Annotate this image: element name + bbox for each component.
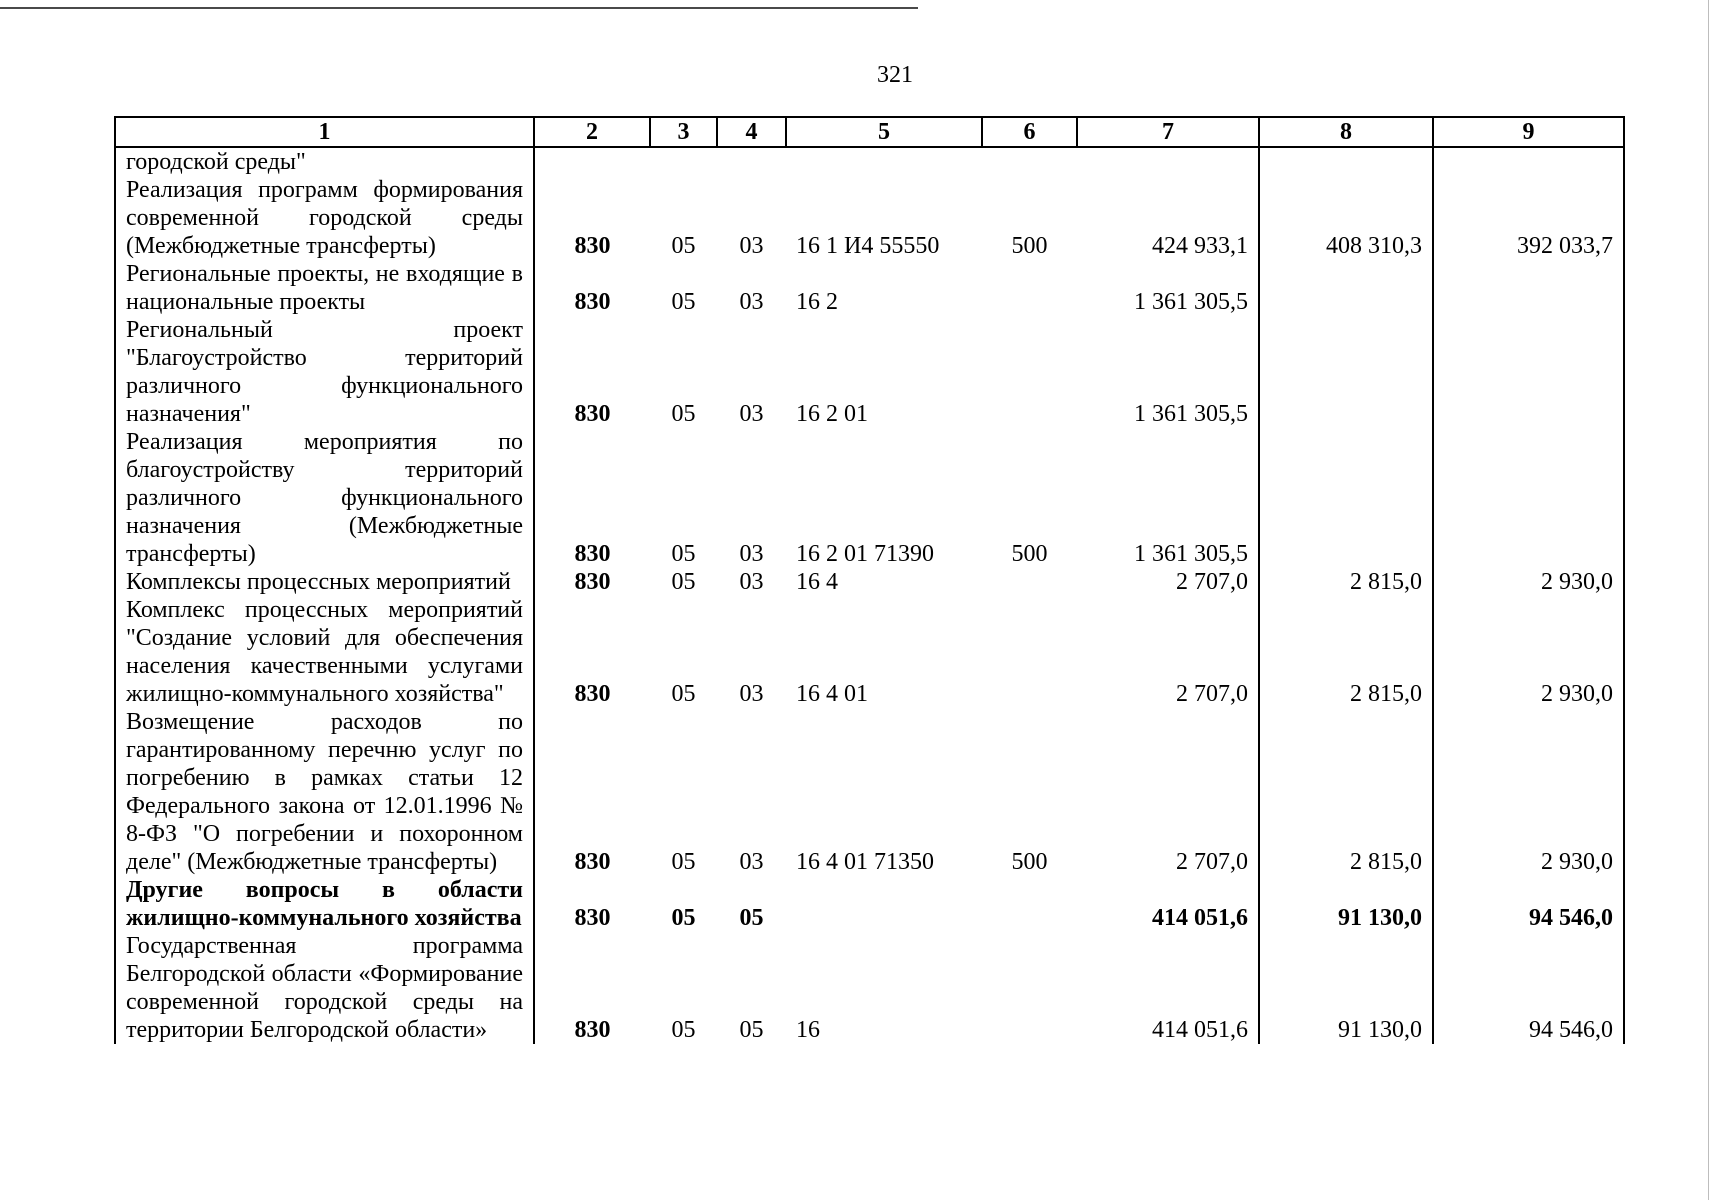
- item-name: Возмещение расходов по гарантированному перечню услуг по погребению в рамках статьи 12 Федерального закона от 12.01.1996 № 8-ФЗ "О погребении и похоронном деле" (Межбюджетные трансферты): [115, 708, 534, 876]
- column-header: 1: [115, 117, 534, 147]
- top-rule: [0, 7, 918, 9]
- item-name: городской среды": [115, 147, 534, 176]
- table-row: [115, 176, 1624, 260]
- subsection-code: 03: [739, 289, 764, 315]
- column-header: 2: [534, 117, 650, 147]
- item-name: Реализация программ формирования современной городской среды (Межбюджетные трансферты): [115, 176, 534, 260]
- amount-col-9: 392 033,7: [1433, 176, 1624, 260]
- amount-col-7: [1077, 147, 1259, 176]
- section-code: 05: [671, 569, 696, 595]
- amount-col-9: [1433, 260, 1624, 316]
- admin-code: 830: [574, 849, 611, 875]
- amount-col-8: 2 815,0: [1259, 568, 1433, 596]
- column-header: 9: [1433, 117, 1624, 147]
- expense-type-code: 500: [1011, 541, 1048, 567]
- column-header: 3: [650, 117, 717, 147]
- item-name: Региональные проекты, не входящие в национальные проекты: [115, 260, 534, 316]
- table-row: [115, 428, 1624, 568]
- expense-type-code: [982, 260, 1077, 316]
- amount-col-7: 2 707,0: [1077, 708, 1259, 876]
- table-row: [115, 708, 1624, 876]
- admin-code: 830: [574, 1017, 611, 1043]
- section-code: 05: [671, 1017, 696, 1043]
- amount-col-7: 1 361 305,5: [1077, 260, 1259, 316]
- admin-code: 830: [574, 289, 611, 315]
- admin-code: 830: [574, 541, 611, 567]
- section-code: [650, 147, 717, 176]
- target-article-code: [786, 147, 982, 176]
- amount-col-8: [1259, 316, 1433, 428]
- amount-col-7: 2 707,0: [1077, 568, 1259, 596]
- table-row: [115, 568, 1624, 596]
- amount-col-8: 408 310,3: [1259, 176, 1433, 260]
- column-header: 4: [717, 117, 786, 147]
- amount-col-8: 2 815,0: [1259, 596, 1433, 708]
- subsection-code: 03: [739, 569, 764, 595]
- admin-code: 830: [574, 233, 611, 259]
- target-article-code: 16: [796, 1017, 820, 1043]
- target-article-code: 16 4 01: [796, 681, 868, 707]
- amount-col-9: [1433, 147, 1624, 176]
- amount-col-8: [1259, 428, 1433, 568]
- table-row: [115, 147, 1624, 176]
- amount-col-7: 424 933,1: [1077, 176, 1259, 260]
- subsection-code: 03: [739, 681, 764, 707]
- target-article-code: 16 2: [796, 289, 838, 315]
- section-code: 05: [671, 233, 696, 259]
- amount-col-9: 94 546,0: [1433, 932, 1624, 1044]
- section-code: 05: [671, 401, 696, 427]
- amount-col-7: 1 361 305,5: [1077, 428, 1259, 568]
- item-name: Реализация мероприятия по благоустройству территорий различного функционального назначения (Межбюджетные трансферты): [115, 428, 534, 568]
- column-header: 8: [1259, 117, 1433, 147]
- amount-col-7: 1 361 305,5: [1077, 316, 1259, 428]
- column-header: 6: [982, 117, 1077, 147]
- amount-col-7: 414 051,6: [1077, 876, 1259, 932]
- table-row: [115, 316, 1624, 428]
- column-header: 5: [786, 117, 982, 147]
- amount-col-9: 2 930,0: [1433, 568, 1624, 596]
- subsection-code: 05: [739, 1017, 764, 1043]
- amount-col-8: [1259, 147, 1433, 176]
- subsection-code: 03: [739, 541, 764, 567]
- budget-table: [114, 116, 1625, 1044]
- item-name: Региональный проект "Благоустройство территорий различного функционального назначения": [115, 316, 534, 428]
- expense-type-code: [982, 876, 1077, 932]
- section-code: 05: [671, 541, 696, 567]
- item-name: Государственная программа Белгородской области «Формирование современной городской среды на территории Белгородской области»: [115, 932, 534, 1044]
- item-name: Комплексы процессных мероприятий: [115, 568, 534, 596]
- admin-code: 830: [574, 681, 611, 707]
- section-code: 05: [671, 681, 696, 707]
- page-number: 321: [877, 62, 913, 88]
- target-article-code: 16 2 01: [796, 401, 868, 427]
- amount-col-8: 91 130,0: [1259, 932, 1433, 1044]
- item-name: Комплекс процессных мероприятий "Создание условий для обеспечения населения качественными услугами жилищно-коммунального хозяйства": [115, 596, 534, 708]
- section-code: 05: [671, 849, 696, 875]
- item-name: Другие вопросы в области жилищно-коммунального хозяйства: [115, 876, 534, 932]
- expense-type-code: 500: [1011, 233, 1048, 259]
- amount-col-9: [1433, 316, 1624, 428]
- column-header: 7: [1077, 117, 1259, 147]
- header-row: [115, 117, 1624, 147]
- admin-code: [534, 147, 650, 176]
- table-row: [115, 876, 1624, 932]
- subsection-code: 03: [739, 849, 764, 875]
- amount-col-9: 94 546,0: [1433, 876, 1624, 932]
- subsection-code: [717, 147, 786, 176]
- expense-type-code: [982, 596, 1077, 708]
- amount-col-9: 2 930,0: [1433, 708, 1624, 876]
- amount-col-8: [1259, 260, 1433, 316]
- subsection-code: 03: [739, 401, 764, 427]
- table-row: [115, 260, 1624, 316]
- admin-code: 830: [574, 401, 611, 427]
- target-article-code: 16 2 01 71390: [796, 541, 934, 567]
- target-article-code: 16 4: [796, 569, 838, 595]
- target-article-code: 16 1 И4 55550: [796, 233, 940, 259]
- section-code: 05: [671, 905, 696, 931]
- amount-col-7: 414 051,6: [1077, 932, 1259, 1044]
- table-row: [115, 596, 1624, 708]
- expense-type-code: [982, 568, 1077, 596]
- page-edge-rule: [1708, 0, 1709, 1200]
- target-article-code: 16 4 01 71350: [796, 849, 934, 875]
- table-body: [115, 147, 1624, 1044]
- amount-col-8: 91 130,0: [1259, 876, 1433, 932]
- admin-code: 830: [574, 569, 611, 595]
- amount-col-9: 2 930,0: [1433, 596, 1624, 708]
- target-article-code: [786, 876, 982, 932]
- amount-col-9: [1433, 428, 1624, 568]
- amount-col-7: 2 707,0: [1077, 596, 1259, 708]
- table-header: [115, 117, 1624, 147]
- admin-code: 830: [574, 905, 611, 931]
- subsection-code: 03: [739, 233, 764, 259]
- expense-type-code: [982, 147, 1077, 176]
- expense-type-code: [982, 316, 1077, 428]
- amount-col-8: 2 815,0: [1259, 708, 1433, 876]
- subsection-code: 05: [739, 905, 764, 931]
- expense-type-code: [982, 932, 1077, 1044]
- table-row: [115, 932, 1624, 1044]
- section-code: 05: [671, 289, 696, 315]
- expense-type-code: 500: [1011, 849, 1048, 875]
